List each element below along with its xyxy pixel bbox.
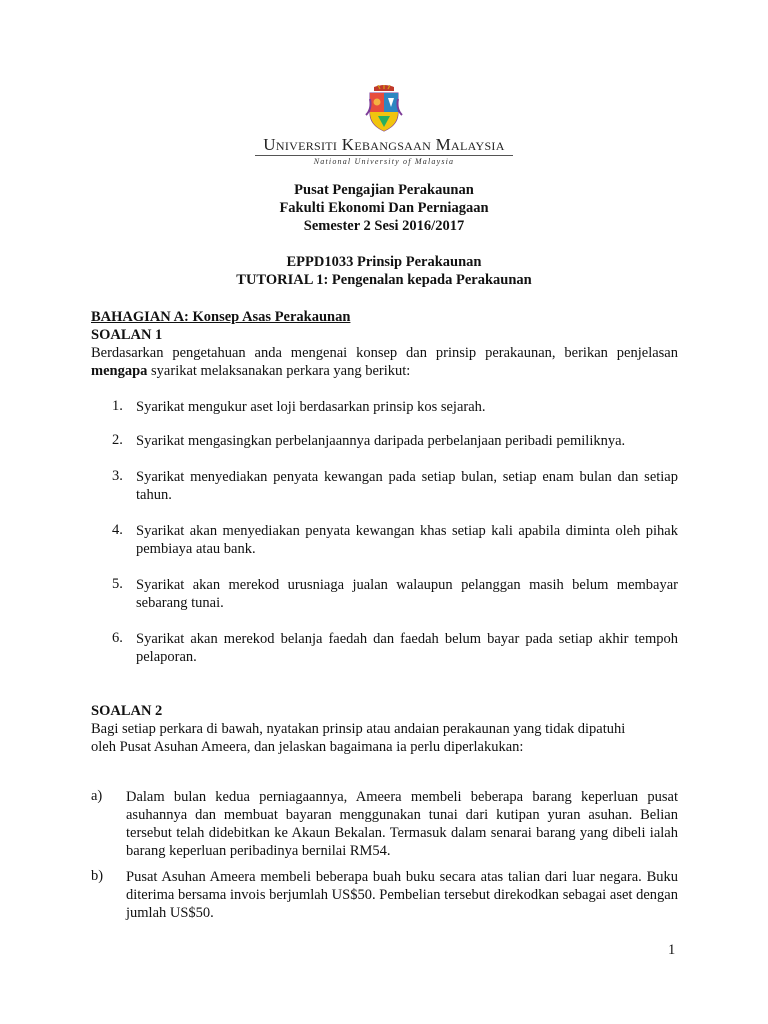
list-item: Syarikat menyediakan penyata kewangan pada setiap bulan, setiap enam bulan dan setiap tahun. [136, 469, 678, 503]
tutorial-title: TUTORIAL 1: Pengenalan kepada Perakaunan [236, 272, 532, 288]
item-label: b) [91, 868, 104, 884]
list-number: 5. [112, 576, 123, 592]
intro-emphasis: mengapa [91, 363, 148, 379]
list-number: 4. [112, 522, 123, 538]
section-a-heading: BAHAGIAN A: Konsep Asas Perakaunan [91, 309, 351, 325]
soalan-2-item: Pusat Asuhan Ameera membeli beberapa buah buku secara atas talian dari luar negara. Buku diterima bersama invois berjumlah US$50. Pembelian tersebut direkodkan sebagai aset dengan jumlah US$50. [126, 869, 678, 921]
intro-text: Berdasarkan pengetahuan anda mengenai konsep dan prinsip perakaunan, berikan penjelasan [91, 345, 678, 361]
university-crest-icon [364, 85, 404, 133]
list-item: Syarikat mengasingkan perbelanjaannya daripada perbelanjaan peribadi pemiliknya. [136, 433, 626, 449]
logo-divider [255, 155, 513, 156]
soalan-2-heading: SOALAN 2 [91, 703, 163, 719]
list-number: 3. [112, 468, 123, 484]
list-item: Syarikat akan merekod urusniaga jualan walaupun pelanggan masih belum membayar sebarang tunai. [136, 577, 678, 611]
university-subtitle: National University of Malaysia [313, 157, 455, 166]
soalan-1-intro [91, 344, 678, 380]
list-item: Syarikat akan menyediakan penyata kewangan khas setiap kali apabila diminta oleh pihak pembiaya atau bank. [136, 523, 678, 557]
university-name: Universiti Kebangsaan Malaysia [263, 135, 505, 154]
semester-line: Semester 2 Sesi 2016/2017 [303, 218, 465, 234]
list-item: Syarikat mengukur aset loji berdasarkan prinsip kos sejarah. [136, 399, 486, 415]
list-number: 2. [112, 432, 123, 448]
course-title: EPPD1033 Prinsip Perakaunan [286, 254, 482, 270]
list-item: Syarikat akan merekod belanja faedah dan faedah belum bayar pada setiap akhir tempoh pelaporan. [136, 631, 678, 665]
page-number: 1 [668, 942, 676, 958]
soalan-2-item: Dalam bulan kedua perniagaannya, Ameera membeli beberapa barang keperluan pusat asuhannya dan membuat bayaran menggunakan tunai dari kutipan yuran asuhan. Belian tersebut telah didebitkan ke Akaun Bekalan. Termasuk dalam senarai barang yang dibeli ialah barang keperluan peribadinya bernilai RM54. [126, 789, 678, 859]
intro-text-rest: syarikat melaksanakan perkara yang berikut: [147, 363, 411, 379]
soalan-1-heading: SOALAN 1 [91, 327, 163, 343]
soalan-2-intro: Bagi setiap perkara di bawah, nyatakan prinsip atau andaian perakaunan yang tidak dipatuhi oleh Pusat Asuhan Ameera, dan jelaskan bagaimana ia perlu diperlakukan: [91, 721, 626, 755]
item-label: a) [91, 788, 103, 804]
school-name: Pusat Pengajian Perakaunan [294, 182, 474, 198]
list-number: 1. [112, 398, 123, 414]
faculty-name: Fakulti Ekonomi Dan Perniagaan [279, 200, 489, 216]
ukm-logo [255, 85, 513, 165]
list-number: 6. [112, 630, 123, 646]
